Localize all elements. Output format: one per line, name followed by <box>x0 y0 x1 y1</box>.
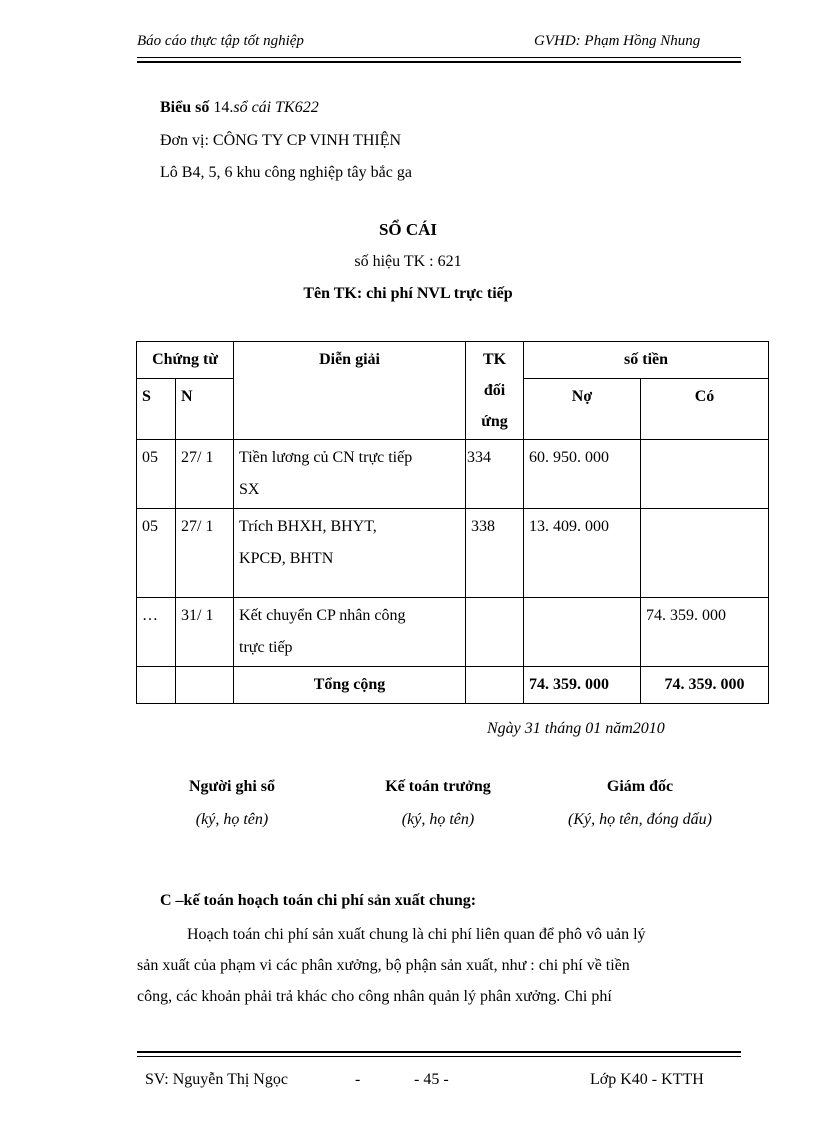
form-caption <box>160 99 319 117</box>
table-row <box>137 509 769 598</box>
signature-note-director: (Ký, họ tên, đóng dấu) <box>568 811 712 828</box>
account-number: số hiệu TK : 621 <box>354 253 462 270</box>
row-s: 05 <box>137 440 176 509</box>
signature-role-chief-accountant: Kế toán trưởng <box>385 778 491 795</box>
header-right: GVHD: Phạm Hồng Nhung <box>534 33 701 49</box>
ledger-table <box>136 341 769 704</box>
total-empty-n <box>176 667 234 704</box>
row-description <box>234 440 466 509</box>
row-debit: 60. 950. 000 <box>524 440 641 509</box>
signature-role-recorder: Người ghi sổ <box>188 778 276 795</box>
row-contra: 338 <box>466 509 524 598</box>
row-desc-line2: trực tiếp <box>239 639 293 656</box>
row-s: 05 <box>137 509 176 598</box>
total-row <box>137 667 769 704</box>
section-line-1: Hoạch toán chi phí sản xuất chung là chi phí liên quan để phô vô uản lý <box>187 926 646 943</box>
header-rule <box>137 57 741 58</box>
col-description: Diễn giải <box>234 342 466 440</box>
signature-note-chief-accountant: (ký, họ tên) <box>401 811 475 828</box>
account-name: Tên TK: chi phí NVL trực tiếp <box>303 285 513 302</box>
form-number: 14. <box>213 99 234 116</box>
row-description <box>234 509 466 598</box>
col-voucher: Chứng từ <box>137 342 234 379</box>
section-line-3: công, các khoản phải trả khác cho công nhân quản lý phân xưởng. Chi phí <box>137 988 612 1005</box>
ledger-title: SỔ CÁI <box>378 220 438 239</box>
row-debit <box>524 598 641 667</box>
footer-dash: - <box>355 1071 361 1088</box>
row-n: 27/ 1 <box>176 440 234 509</box>
row-credit <box>641 509 769 598</box>
col-n: N <box>176 379 234 440</box>
row-n: 27/ 1 <box>176 509 234 598</box>
col-contra <box>466 342 524 440</box>
signature-note-recorder: (ký, họ tên) <box>195 811 269 828</box>
footer-rule <box>137 1056 741 1057</box>
row-credit <box>641 440 769 509</box>
form-title: sổ cái TK622 <box>233 99 319 116</box>
total-label: Tổng cộng <box>234 667 466 704</box>
row-desc-line2: SX <box>239 481 260 498</box>
section-heading: C –kế toán hoạch toán chi phí sản xuất chung: <box>160 892 477 909</box>
row-contra <box>466 598 524 667</box>
total-empty-s <box>137 667 176 704</box>
total-credit: 74. 359. 000 <box>641 667 769 704</box>
unit-line: Đơn vị: CÔNG TY CP VINH THIỆN <box>160 132 402 149</box>
section-line-2: sản xuất của phạm vi các phân xưởng, bộ phận sản xuất, như : chi phí về tiền <box>137 957 630 974</box>
row-desc-line1: Trích BHXH, BHYT, <box>239 518 377 535</box>
footer-class: Lớp K40 - KTTH <box>590 1071 704 1088</box>
col-debit: Nợ <box>524 379 641 440</box>
row-debit: 13. 409. 000 <box>524 509 641 598</box>
row-contra: 334 <box>466 440 524 509</box>
row-desc-line2: KPCĐ, BHTN <box>239 550 334 567</box>
footer-rule-thick <box>137 1051 741 1053</box>
signature-role-director: Giám đốc <box>606 778 674 795</box>
footer-student: SV: Nguyễn Thị Ngọc <box>145 1071 288 1088</box>
row-n: 31/ 1 <box>176 598 234 667</box>
table-header-row <box>137 342 769 379</box>
footer-page: - 45 - <box>414 1071 449 1088</box>
table-row <box>137 440 769 509</box>
col-amount: số tiền <box>524 342 769 379</box>
form-label: Biểu số <box>160 99 210 116</box>
col-contra-line1: TK <box>482 351 507 368</box>
col-credit: Có <box>641 379 769 440</box>
col-s: S <box>137 379 176 440</box>
address-line: Lô B4, 5, 6 khu công nghiệp tây bắc ga <box>160 164 412 181</box>
row-credit: 74. 359. 000 <box>641 598 769 667</box>
row-desc-line1: Tiền lương củ CN trực tiếp <box>239 449 413 466</box>
header-rule-thick <box>137 61 741 63</box>
table-row <box>137 598 769 667</box>
total-debit: 74. 359. 000 <box>524 667 641 704</box>
row-desc-line1: Kết chuyển CP nhân công <box>239 607 406 624</box>
col-contra-line2: đối <box>483 382 506 399</box>
total-empty-contra <box>466 667 524 704</box>
row-s: … <box>137 598 176 667</box>
col-contra-line3: ứng <box>481 413 508 430</box>
header-left: Báo cáo thực tập tốt nghiệp <box>137 33 304 49</box>
row-description <box>234 598 466 667</box>
date-line: Ngày 31 tháng 01 năm2010 <box>487 720 665 737</box>
